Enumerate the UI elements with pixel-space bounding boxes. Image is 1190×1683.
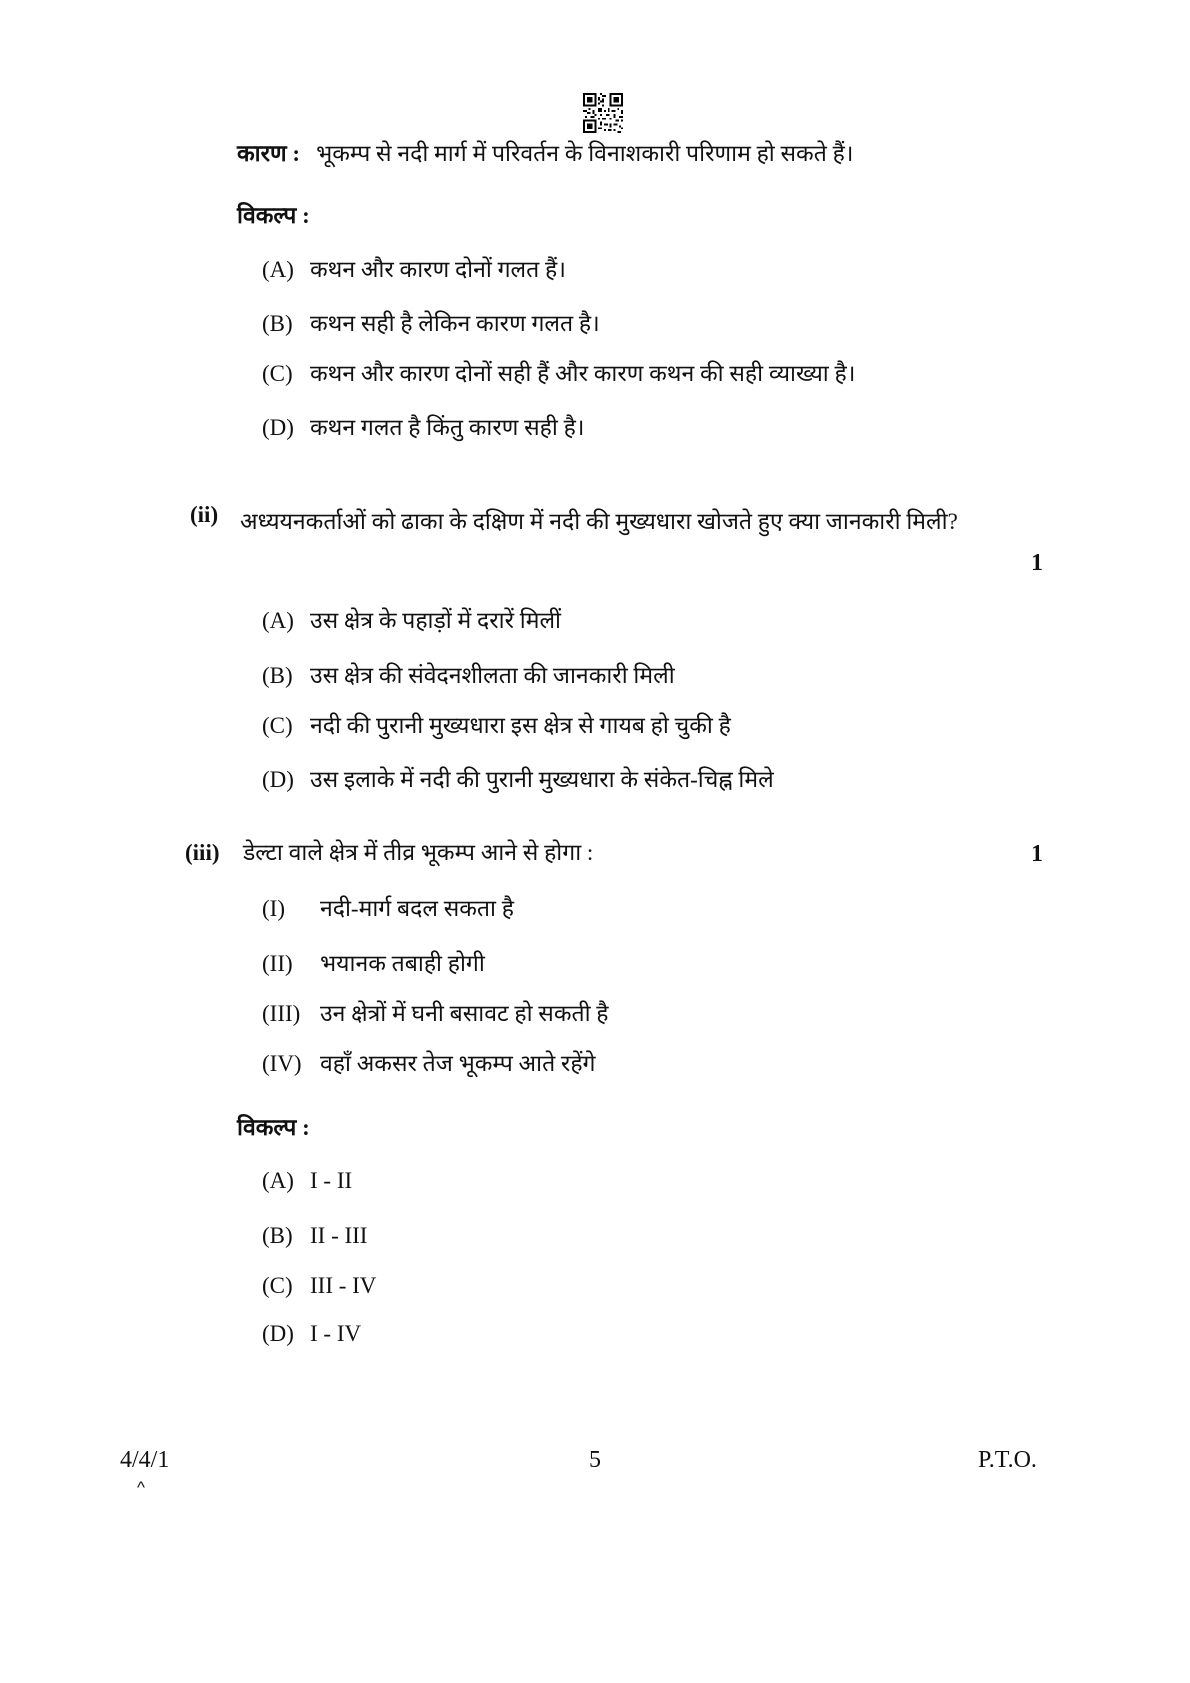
footer-page-number: 5 bbox=[589, 1447, 601, 1473]
statement-label: (I) bbox=[262, 896, 285, 921]
option-label: (C) bbox=[262, 1273, 293, 1298]
option-label: (B) bbox=[262, 663, 293, 688]
option-label: (D) bbox=[262, 767, 294, 792]
option-text: कथन सही है लेकिन कारण गलत है। bbox=[310, 311, 600, 336]
option-label: (A) bbox=[262, 1168, 294, 1193]
option-label: (C) bbox=[262, 361, 293, 386]
options-heading-2: विकल्प : bbox=[237, 1115, 310, 1140]
question-number: (iii) bbox=[185, 840, 220, 865]
statement-row bbox=[262, 891, 1002, 927]
option-text: II - III bbox=[310, 1223, 368, 1248]
option-label: (B) bbox=[262, 311, 293, 336]
footer-pto: P.T.O. bbox=[978, 1447, 1037, 1473]
statement-row bbox=[262, 996, 1002, 1032]
footer-caret: ^ bbox=[137, 1478, 145, 1497]
option-text: उस क्षेत्र के पहाड़ों में दरारें मिलीं bbox=[310, 608, 561, 633]
reason-label: कारण : bbox=[237, 141, 301, 166]
option-label: (A) bbox=[262, 608, 294, 633]
option-text: I - IV bbox=[310, 1321, 362, 1346]
option-row bbox=[262, 1316, 662, 1352]
option-row bbox=[262, 306, 1002, 342]
option-row bbox=[262, 603, 1002, 639]
option-text: कथन गलत है किंतु कारण सही है। bbox=[310, 415, 585, 440]
marks-badge: 1 bbox=[1031, 550, 1043, 576]
option-text: I - II bbox=[310, 1168, 353, 1193]
option-label: (D) bbox=[262, 415, 294, 440]
option-text: उस इलाके में नदी की पुरानी मुख्यधारा के संकेत-चिह्न मिले bbox=[310, 767, 774, 792]
statement-text: उन क्षेत्रों में घनी बसावट हो सकती है bbox=[320, 1001, 609, 1026]
reason-text: भूकम्प से नदी मार्ग में परिवर्तन के विनाशकारी परिणाम हो सकते हैं। bbox=[316, 141, 854, 166]
option-text: उस क्षेत्र की संवेदनशीलता की जानकारी मिली bbox=[310, 663, 675, 688]
statement-label: (III) bbox=[262, 1001, 301, 1026]
reason-row bbox=[237, 136, 997, 172]
option-row bbox=[262, 252, 1002, 288]
marks-badge: 1 bbox=[1031, 841, 1043, 867]
option-row bbox=[262, 1218, 662, 1254]
option-row bbox=[262, 658, 1002, 694]
option-label: (C) bbox=[262, 713, 293, 738]
statement-label: (IV) bbox=[262, 1051, 302, 1076]
footer-set-code: 4/4/1 bbox=[120, 1447, 170, 1473]
option-text: III - IV bbox=[310, 1273, 377, 1298]
option-row bbox=[262, 708, 1002, 744]
question-text: डेल्टा वाले क्षेत्र में तीव्र भूकम्प आने से होगा : bbox=[243, 840, 594, 865]
statement-text: वहाँ अकसर तेज भूकम्प आते रहेंगे bbox=[320, 1051, 596, 1076]
statement-text: नदी-मार्ग बदल सकता है bbox=[320, 896, 514, 921]
question-text: अध्ययनकर्ताओं को ढाका के दक्षिण में नदी की मुख्यधारा खोजते हुए क्या जानकारी मिली? bbox=[240, 509, 958, 534]
statement-label: (II) bbox=[262, 951, 293, 976]
option-label: (D) bbox=[262, 1321, 294, 1346]
option-text: कथन और कारण दोनों गलत हैं। bbox=[310, 257, 566, 282]
statement-text: भयानक तबाही होगी bbox=[320, 951, 485, 976]
option-label: (B) bbox=[262, 1223, 293, 1248]
option-row bbox=[262, 356, 1002, 392]
options-heading-1: विकल्प : bbox=[237, 203, 310, 228]
option-label: (A) bbox=[262, 257, 294, 282]
question-iii-row bbox=[185, 835, 995, 871]
option-row bbox=[262, 1163, 662, 1199]
option-row bbox=[262, 410, 1002, 446]
question-ii-row bbox=[190, 497, 990, 547]
statement-row bbox=[262, 1046, 1002, 1082]
question-number: (ii) bbox=[190, 502, 219, 527]
option-text: नदी की पुरानी मुख्यधारा इस क्षेत्र से गायब हो चुकी है bbox=[310, 713, 731, 738]
statement-row bbox=[262, 946, 1002, 982]
option-row bbox=[262, 1268, 662, 1304]
qr-code-icon bbox=[583, 93, 623, 133]
option-row bbox=[262, 762, 1002, 798]
option-text: कथन और कारण दोनों सही हैं और कारण कथन की सही व्याख्या है। bbox=[310, 361, 856, 386]
